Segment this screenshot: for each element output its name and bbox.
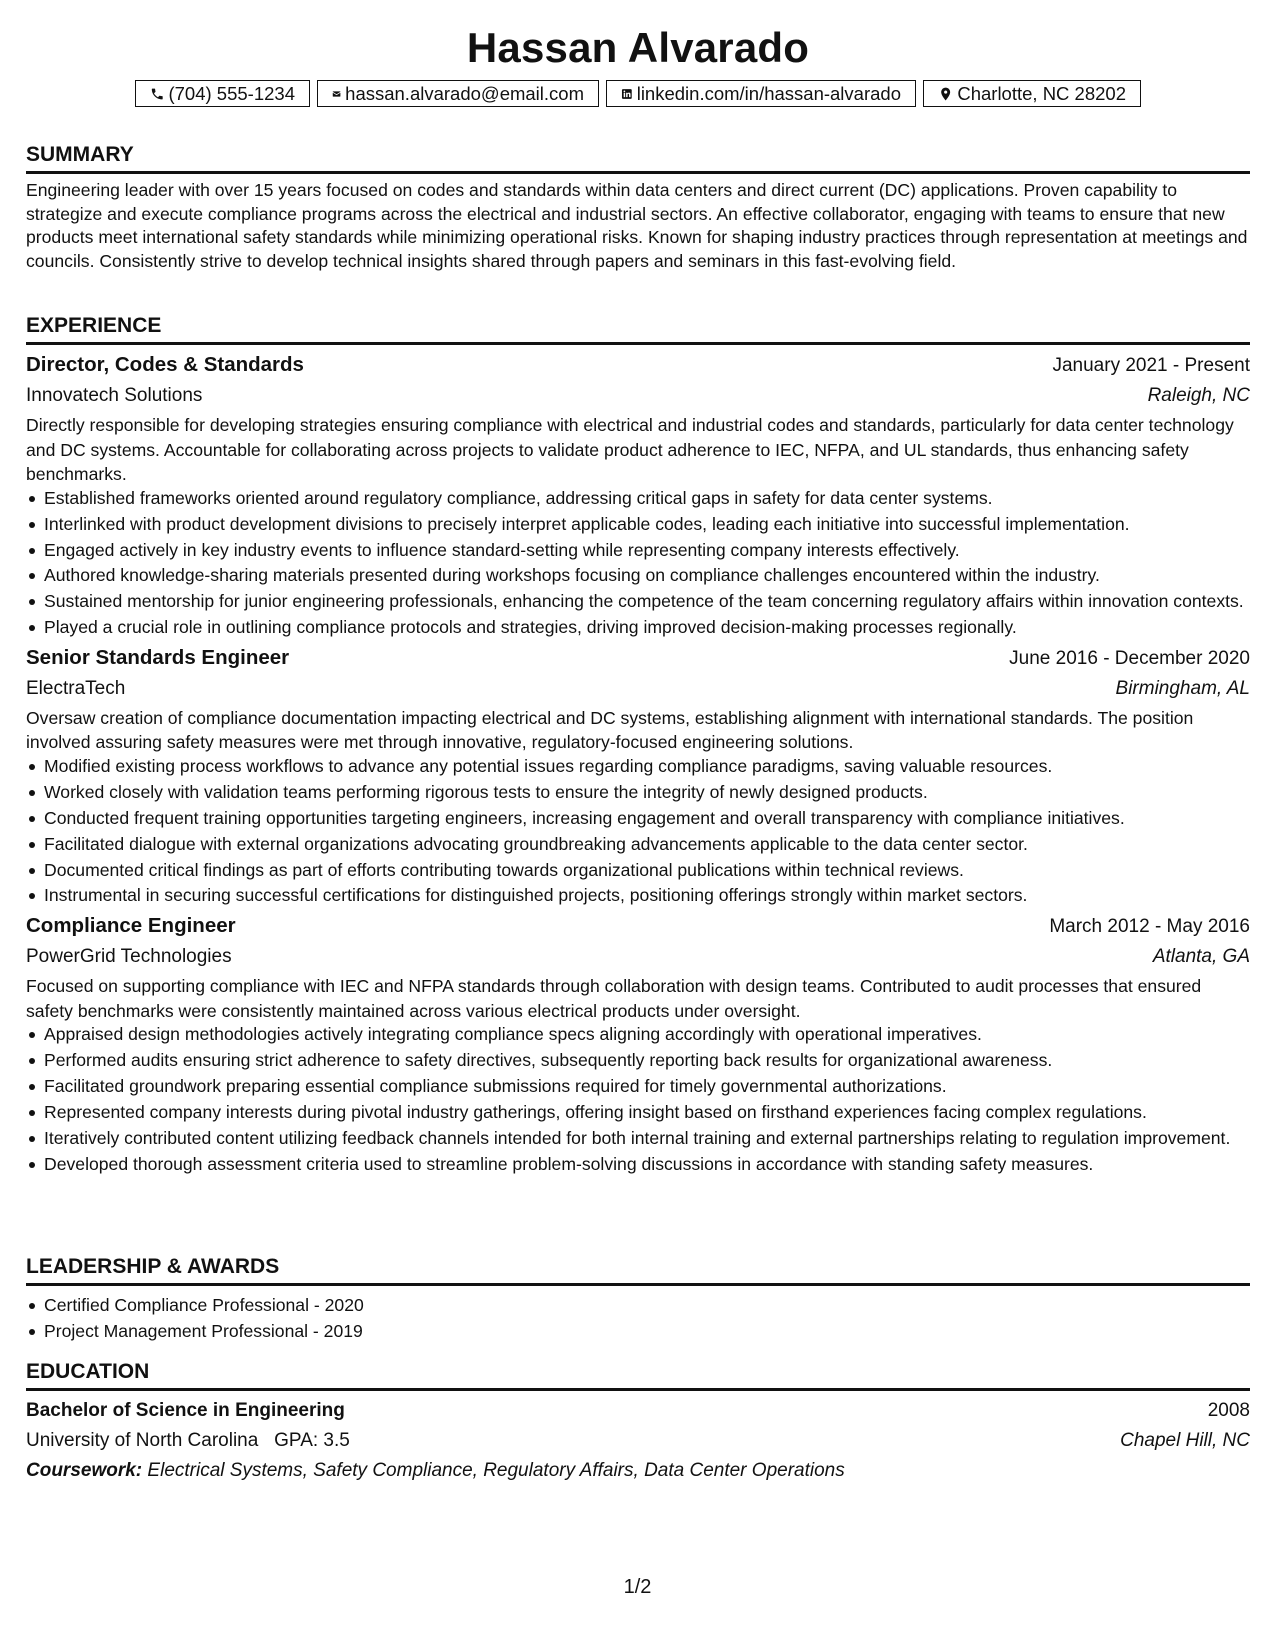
awards-section bbox=[26, 1254, 1250, 1346]
job-description: Oversaw creation of compliance documentation impacting electrical and DC systems, establishing alignment with international standards. The position involved assuring safety measures were met through innovative, regulatory-focused engineering solutions. bbox=[26, 707, 1194, 753]
experience-section bbox=[26, 313, 1250, 1179]
list-item: Played a crucial role in outlining compliance protocols and strategies, driving improved decision-making processes regionally. bbox=[44, 616, 1250, 640]
list-item: Performed audits ensuring strict adherence to safety directives, subsequently reporting back results for organizational awareness. bbox=[44, 1049, 1250, 1073]
gpa: GPA: 3.5 bbox=[274, 1430, 350, 1451]
job-company: Innovatech Solutions bbox=[26, 385, 203, 406]
job-description: Focused on supporting compliance with IEC and NFPA standards through collaboration with design teams. Contributed to audit processes that ensured safety benchmarks were consistently maintained across various electrical products under oversight. bbox=[26, 976, 1202, 1021]
summary-section bbox=[26, 142, 1250, 273]
education-section bbox=[26, 1359, 1250, 1486]
list-item: Established frameworks oriented around regulatory compliance, addressing critical gaps in safety for data center systems. bbox=[44, 487, 1250, 511]
list-item: Iteratively contributed content utilizing feedback channels intended for both internal training and external partnerships relating to regulation improvement. bbox=[44, 1127, 1250, 1151]
job-bullets bbox=[26, 1023, 1250, 1176]
location-text: Charlotte, NC 28202 bbox=[957, 82, 1126, 104]
school-line bbox=[26, 1426, 350, 1456]
summary-heading: SUMMARY bbox=[26, 142, 1250, 174]
list-item: Engaged actively in key industry events to influence standard-setting while representing company interests effectively. bbox=[44, 539, 1250, 563]
coursework-label: Coursework: bbox=[26, 1460, 143, 1481]
job-location: Birmingham, AL bbox=[1115, 677, 1250, 699]
school-name: University of North Carolina bbox=[26, 1430, 259, 1451]
list-item: Worked closely with validation teams performing rigorous tests to ensure the integrity of newly designed products. bbox=[44, 781, 1250, 805]
coursework-list: Electrical Systems, Safety Compliance, Regulatory Affairs, Data Center Operations bbox=[147, 1460, 845, 1481]
job-company: ElectraTech bbox=[26, 677, 126, 699]
job-title: Compliance Engineer bbox=[26, 914, 236, 938]
list-item: Represented company interests during pivotal industry gatherings, offering insight based on firsthand experiences facing complex regulations. bbox=[44, 1101, 1250, 1125]
list-item: Conducted frequent training opportunities targeting engineers, increasing engagement and overall transparency with compliance initiatives. bbox=[44, 807, 1250, 831]
awards-heading: LEADERSHIP & AWARDS bbox=[26, 1254, 1250, 1286]
job-dates: January 2021 - Present bbox=[1052, 355, 1250, 376]
list-item: Interlinked with product development divisions to precisely interpret applicable codes, leading each initiative into successful implementation. bbox=[44, 513, 1250, 537]
job-dates: June 2016 - December 2020 bbox=[1009, 647, 1250, 669]
list-item: Appraised design methodologies actively integrating compliance specs aligning accordingly with operational imperatives. bbox=[44, 1023, 1250, 1047]
school-location: Chapel Hill, NC bbox=[1120, 1430, 1250, 1451]
envelope-icon bbox=[332, 85, 341, 103]
resume-header bbox=[26, 22, 1250, 107]
linkedin-text: linkedin.com/in/hassan-alvarado bbox=[636, 82, 901, 104]
experience-heading: EXPERIENCE bbox=[26, 313, 1250, 345]
list-item: Documented critical findings as part of efforts contributing towards organizational publications within technical reviews. bbox=[44, 859, 1250, 883]
email-text: hassan.alvarado@email.com bbox=[345, 82, 584, 104]
job-dates: March 2012 - May 2016 bbox=[1049, 916, 1250, 938]
job-bullets bbox=[26, 487, 1250, 640]
linkedin-icon bbox=[621, 85, 633, 103]
contact-bar bbox=[26, 80, 1250, 107]
coursework-line bbox=[26, 1456, 1250, 1486]
list-item: Project Management Professional - 2019 bbox=[44, 1320, 1250, 1344]
list-item: Facilitated dialogue with external organizations advocating groundbreaking advancements applicable to the data center sector. bbox=[44, 833, 1250, 857]
location-link bbox=[923, 80, 1141, 107]
phone-icon bbox=[150, 85, 164, 103]
candidate-name: Hassan Alvarado bbox=[466, 24, 810, 71]
list-item: Certified Compliance Professional - 2020 bbox=[44, 1294, 1250, 1318]
graduation-year: 2008 bbox=[1207, 1400, 1250, 1421]
job-description: Directly responsible for developing strategies ensuring compliance with electrical and industrial codes and standards, particularly for data center technology and DC systems. Accountable for collaborating across projects to validate product adherence to IEC, NFPA, and UL standards, thus enhancing safety benchmarks. bbox=[26, 415, 1234, 485]
list-item: Modified existing process workflows to advance any potential issues regarding compliance paradigms, saving valuable resources. bbox=[44, 755, 1250, 779]
phone-text: (704) 555-1234 bbox=[168, 82, 295, 104]
map-pin-icon bbox=[938, 85, 953, 103]
degree: Bachelor of Science in Engineering bbox=[26, 1400, 345, 1421]
list-item: Facilitated groundwork preparing essential compliance submissions required for timely governmental authorizations. bbox=[44, 1075, 1250, 1099]
job-title: Senior Standards Engineer bbox=[26, 645, 290, 669]
phone-link[interactable] bbox=[135, 80, 310, 107]
job-entry bbox=[26, 643, 1250, 908]
education-heading: EDUCATION bbox=[26, 1359, 1250, 1391]
linkedin-link[interactable] bbox=[606, 80, 916, 107]
awards-list bbox=[26, 1294, 1250, 1343]
job-bullets bbox=[26, 755, 1250, 908]
email-link[interactable] bbox=[317, 80, 599, 107]
list-item: Developed thorough assessment criteria used to streamline problem-solving discussions in accordance with standing safety measures. bbox=[44, 1153, 1250, 1177]
page-number: 1/2 bbox=[623, 1576, 652, 1598]
job-entry bbox=[26, 350, 1250, 640]
job-location: Raleigh, NC bbox=[1147, 385, 1250, 406]
list-item: Instrumental in securing successful certifications for distinguished projects, positioning offerings strongly within market sectors. bbox=[44, 884, 1250, 908]
job-entry bbox=[26, 911, 1250, 1176]
list-item: Authored knowledge-sharing materials presented during workshops focusing on compliance challenges encountered within the industry. bbox=[44, 564, 1250, 588]
job-company: PowerGrid Technologies bbox=[26, 946, 232, 968]
job-title: Director, Codes & Standards bbox=[26, 353, 304, 376]
list-item: Sustained mentorship for junior engineering professionals, enhancing the competence of the team concerning regulatory affairs within innovation contexts. bbox=[44, 590, 1250, 614]
summary-text: Engineering leader with over 15 years focused on codes and standards within data centers and direct current (DC) applications. Proven capability to strategize and execute compliance programs across the electrical and industrial sectors. An effective collaborator, engaging with teams to ensure that new products meet international safety standards while minimizing operational risks. Known for shaping industry practices through representation at meetings and councils. Consistently strive to develop technical insights shared through papers and seminars in this fast-evolving field. bbox=[26, 180, 1248, 271]
job-location: Atlanta, GA bbox=[1152, 946, 1250, 968]
